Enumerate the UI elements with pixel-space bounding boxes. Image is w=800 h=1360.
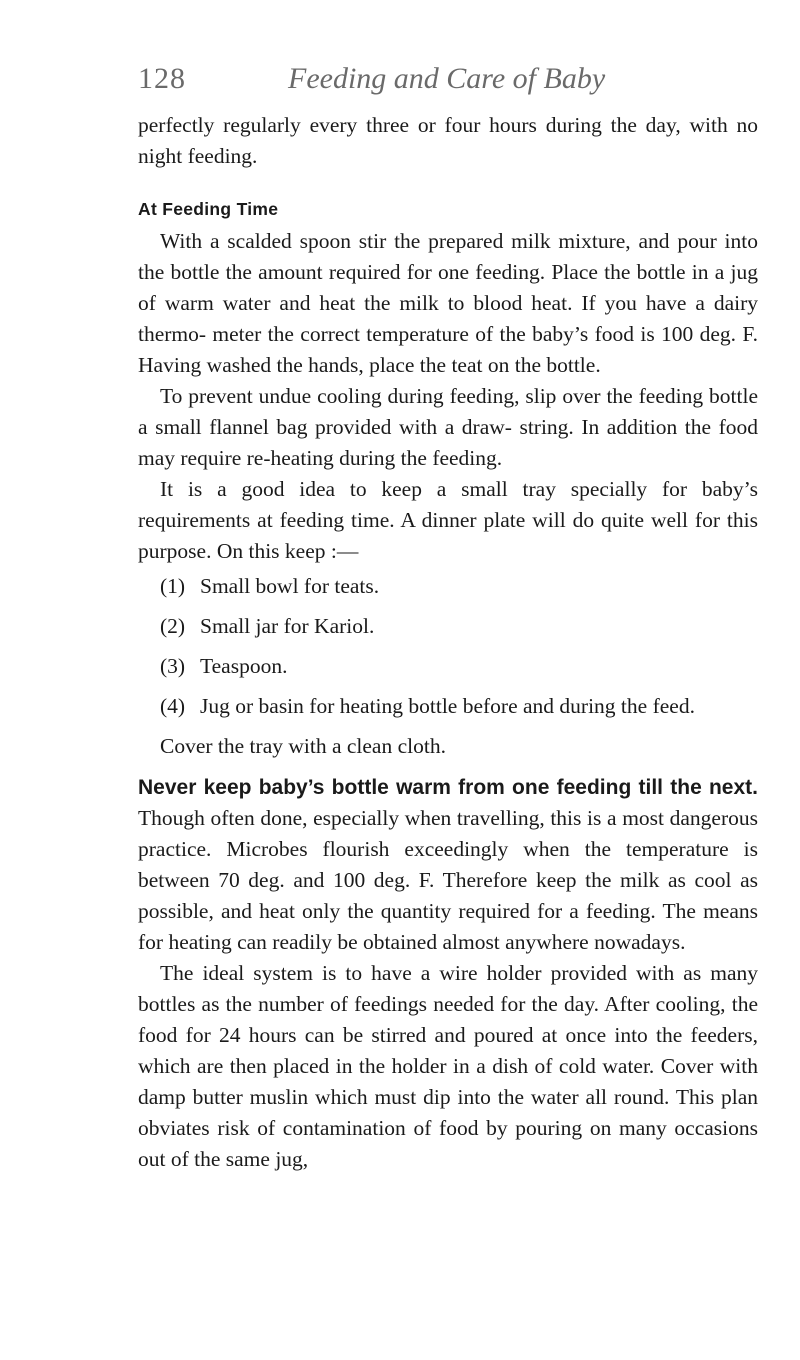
paragraph-preparation: With a scalded spoon stir the prepared milk mixture, and pour into the bottle the amount required for one feeding. Place the bottle in a jug of warm water and heat the milk to blood heat. If you have a dairy thermo- meter the correct temperature of the baby’s food is 100 deg. F. Having washed the hands, place the teat on the bottle. xyxy=(138,229,758,377)
page-body xyxy=(138,110,758,1175)
list-item xyxy=(160,691,758,722)
warning-text: Though often done, especially when travelling, this is a most dangerous practice. Microbes flourish exceedingly when the temperature is between 70 deg. and 100 deg. F. Therefore keep the milk as cool as possible, and heat only the quantity required for a feeding. The means for heating can readily be obtained almost anywhere nowadays. xyxy=(138,806,758,954)
list-item-text: Teaspoon. xyxy=(200,654,288,678)
list-item-number: (4) xyxy=(160,694,186,718)
running-head xyxy=(138,62,710,102)
list-item-number: (3) xyxy=(160,654,186,678)
paragraph-ideal-system: The ideal system is to have a wire holder provided with as many bottles as the number of feedings needed for the day. After cooling, the food for 24 hours can be stirred and poured at once into the feeders, which are then placed in the holder in a dish of cold water. Cover with damp butter muslin which must dip into the water all round. This plan obviates risk of contamination of food by pouring on many occasions out of the same jug, xyxy=(138,961,758,1171)
continued-paragraph: perfectly regularly every three or four hours during the day, with no night feeding. xyxy=(138,113,758,168)
page-number: 128 xyxy=(138,62,186,95)
paragraph-cooling: To prevent undue cooling during feeding, slip over the feeding bottle a small flannel bag provided with a draw- string. In addition the food may require re-heating during the feeding. xyxy=(138,384,758,470)
list-item-number: (1) xyxy=(160,574,186,598)
paragraph-warning xyxy=(138,772,758,958)
list-item xyxy=(160,651,758,682)
running-title: Feeding and Care of Baby xyxy=(288,62,606,95)
list-item-text: Jug or basin for heating bottle before and during the feed. xyxy=(200,694,695,718)
paragraph-tray: It is a good idea to keep a small tray specially for baby’s requirements at feeding time. A dinner plate will do quite well for this purpose. On this keep :— xyxy=(138,477,758,563)
list-item-number: (2) xyxy=(160,614,186,638)
paragraph-cover-tray: Cover the tray with a clean cloth. xyxy=(160,734,446,758)
warning-lead: Never keep baby’s bottle warm from one feeding till the next. xyxy=(138,776,758,799)
list-item xyxy=(160,611,758,642)
list-item xyxy=(160,571,758,602)
list-item-text: Small jar for Kariol. xyxy=(200,614,375,638)
tray-items-list xyxy=(138,571,758,722)
section-heading: At Feeding Time xyxy=(138,199,279,219)
list-item-text: Small bowl for teats. xyxy=(200,574,380,598)
